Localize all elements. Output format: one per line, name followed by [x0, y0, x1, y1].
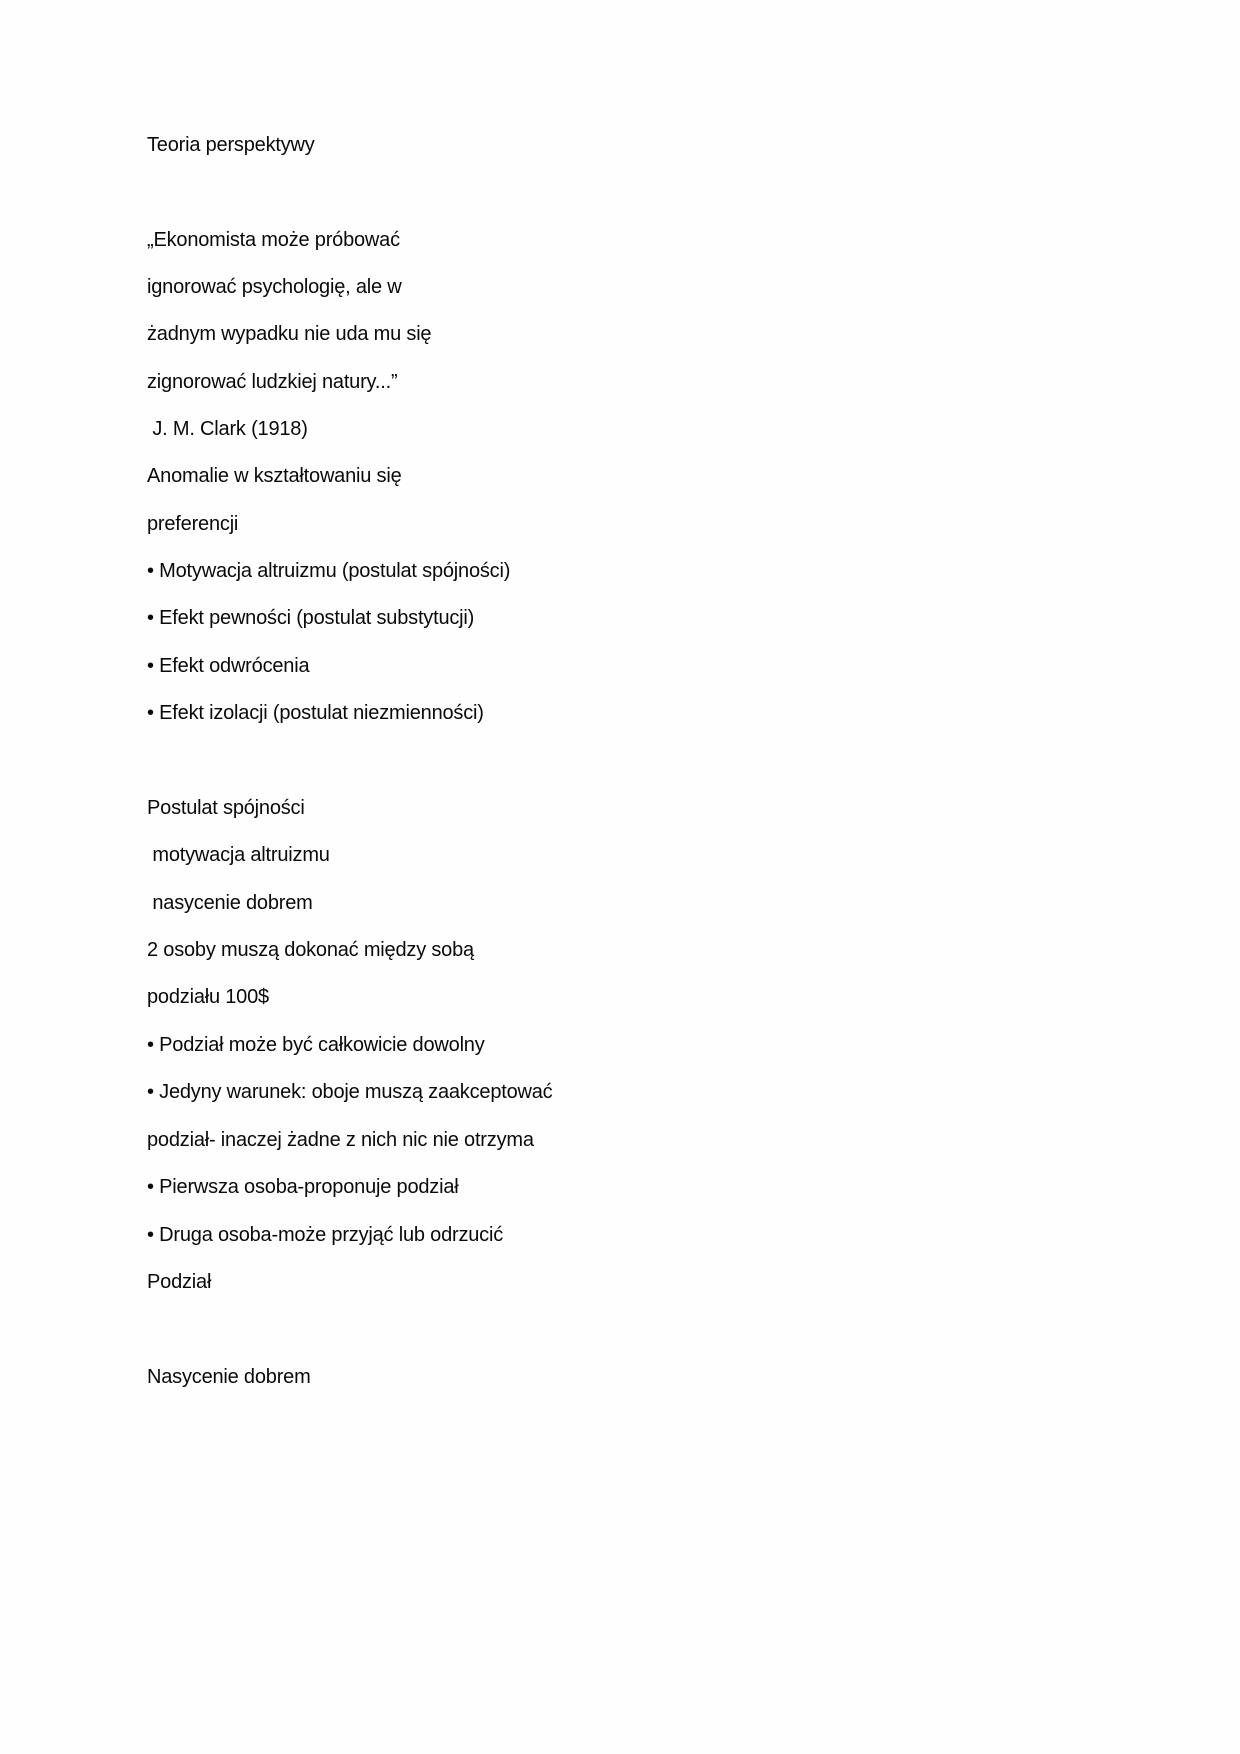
rule-list-item: • Pierwsza osoba-proponuje podział	[147, 1176, 459, 1198]
section-footer-podzial: Podział	[147, 1271, 212, 1293]
quote-author: J. M. Clark (1918)	[147, 418, 308, 440]
section-heading-postulat-spojnosci: Postulat spójności	[147, 797, 305, 819]
anomaly-list-item: • Efekt odwrócenia	[147, 655, 310, 677]
quote-line-2: ignorować psychologię, ale w	[147, 276, 402, 298]
quote-line-1: „Ekonomista może próbować	[147, 229, 400, 251]
description-line-1: 2 osoby muszą dokonać między sobą	[147, 939, 474, 961]
rule-list-item: • Jedyny warunek: oboje muszą zaakceptować	[147, 1081, 553, 1103]
anomalies-heading-line-1: Anomalie w kształtowaniu się	[147, 465, 402, 487]
quote-line-4: zignorować ludzkiej natury...”	[147, 371, 398, 393]
rule-list-item: • Podział może być całkowicie dowolny	[147, 1034, 485, 1056]
anomalies-heading-line-2: preferencji	[147, 513, 239, 535]
document-title: Teoria perspektywy	[147, 134, 315, 156]
subheading-motywacja-altruizmu: motywacja altruizmu	[147, 844, 330, 866]
anomaly-list-item: • Motywacja altruizmu (postulat spójności)	[147, 560, 511, 582]
rule-list-item-continuation: podział- inaczej żadne z nich nic nie otrzyma	[147, 1129, 534, 1151]
description-line-2: podziału 100$	[147, 986, 269, 1008]
section-heading-nasycenie-dobrem: Nasycenie dobrem	[147, 1366, 311, 1388]
subheading-nasycenie-dobrem: nasycenie dobrem	[147, 892, 313, 914]
rule-list-item: • Druga osoba-może przyjąć lub odrzucić	[147, 1224, 504, 1246]
anomaly-list-item: • Efekt pewności (postulat substytucji)	[147, 607, 475, 629]
quote-line-3: żadnym wypadku nie uda mu się	[147, 323, 432, 345]
anomaly-list-item: • Efekt izolacji (postulat niezmienności)	[147, 702, 484, 724]
